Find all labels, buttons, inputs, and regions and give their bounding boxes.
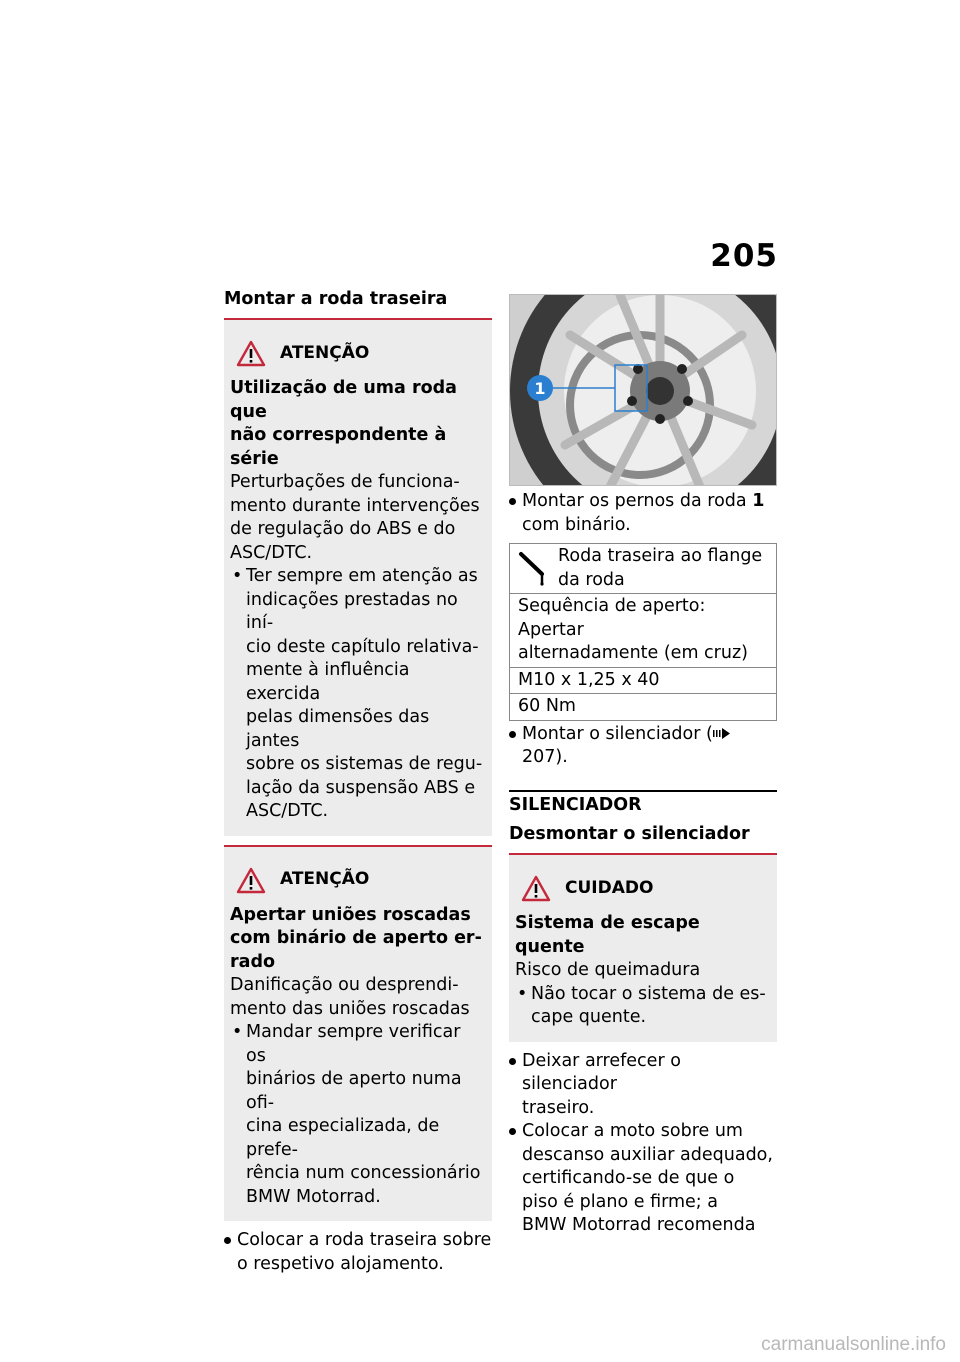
list-item: Colocar a moto sobre um descanso auxiliar adequado, certificando-se de que o piso é plano e firme; a BMW Motorrad recomenda xyxy=(509,1120,777,1238)
callout-number: 1 xyxy=(534,379,546,398)
steps-list xyxy=(509,1050,777,1238)
warning-triangle-icon xyxy=(236,340,266,367)
steps-list xyxy=(509,723,777,770)
warning-bullets xyxy=(230,1021,484,1209)
rear-wheel-photo xyxy=(509,294,777,486)
caution-text: Risco de queimadura xyxy=(515,960,701,980)
list-item: Montar os pernos da roda 1 com binário. xyxy=(509,490,777,537)
spec-sequence-cell: Sequência de aperto: Apertar alternadamente (em cruz) xyxy=(510,594,777,668)
caution-box xyxy=(509,855,777,1042)
steps-list xyxy=(224,1229,492,1276)
page-reference-link[interactable]: 207 xyxy=(522,747,556,767)
caution-triangle-icon xyxy=(521,875,551,902)
page-reference-arrow-icon xyxy=(713,728,731,739)
warning-bullets xyxy=(230,565,484,824)
section-title: SILENCIADOR xyxy=(509,794,642,815)
caution-label: CUIDADO xyxy=(565,877,654,898)
section-heading-mount-rear-wheel: Montar a roda traseira xyxy=(224,289,448,309)
caution-bullets xyxy=(515,983,769,1030)
warning-label: ATENÇÃO xyxy=(280,869,370,890)
warning-triangle-icon xyxy=(236,867,266,894)
warning-text: Danificação ou desprendi- mento das uniões roscadas xyxy=(230,975,470,1019)
list-item: • Ter sempre em atenção as indicações prestadas no iní- cio deste capítulo relativa- mente à influência exercida pelas dimensões das jantes sobre os sistemas de regu- lação da suspensão ABS e ASC/DTC. xyxy=(230,565,484,824)
rear-wheel-illustration xyxy=(510,295,777,486)
list-item: Montar o silenciador ( 207). xyxy=(509,723,777,770)
list-item: • Mandar sempre verificar os binários de aperto numa ofi- cina especializada, de prefe- rência num concessionário BMW Motorrad. xyxy=(230,1021,484,1209)
spec-title-cell: Roda traseira ao flange da roda xyxy=(510,544,777,594)
spec-size-cell: M10 x 1,25 x 40 xyxy=(510,667,777,694)
warning-text: Perturbações de funciona- mento durante intervenções de regulação do ABS e do ASC/DTC. xyxy=(230,472,480,563)
right-column xyxy=(509,294,777,1238)
footer-watermark: carmanualsonline.info xyxy=(761,1334,946,1355)
spec-torque-cell: 60 Nm xyxy=(510,694,777,721)
page-number: 205 xyxy=(710,238,778,274)
sub-heading: Desmontar o silenciador xyxy=(509,824,750,844)
left-column xyxy=(224,288,492,1276)
list-item: Deixar arrefecer o silenciador traseiro. xyxy=(509,1050,777,1121)
list-item: Colocar a roda traseira sobre o respetivo alojamento. xyxy=(224,1229,492,1276)
reference-number: 1 xyxy=(752,491,765,511)
section-rule xyxy=(509,790,777,818)
list-item: • Não tocar o sistema de es- cape quente. xyxy=(515,983,769,1030)
warning-title: Apertar uniões roscadas com binário de aperto er- rado xyxy=(230,904,482,972)
steps-list xyxy=(509,490,777,537)
warning-title: Utilização de uma roda que não correspondente à série xyxy=(230,378,457,469)
caution-title: Sistema de escape quente xyxy=(515,913,700,957)
warning-box-wheel xyxy=(224,320,492,836)
torque-spec-table xyxy=(509,543,777,721)
warning-box-torque xyxy=(224,847,492,1222)
warning-label: ATENÇÃO xyxy=(280,342,370,363)
torque-wrench-icon xyxy=(518,550,550,586)
